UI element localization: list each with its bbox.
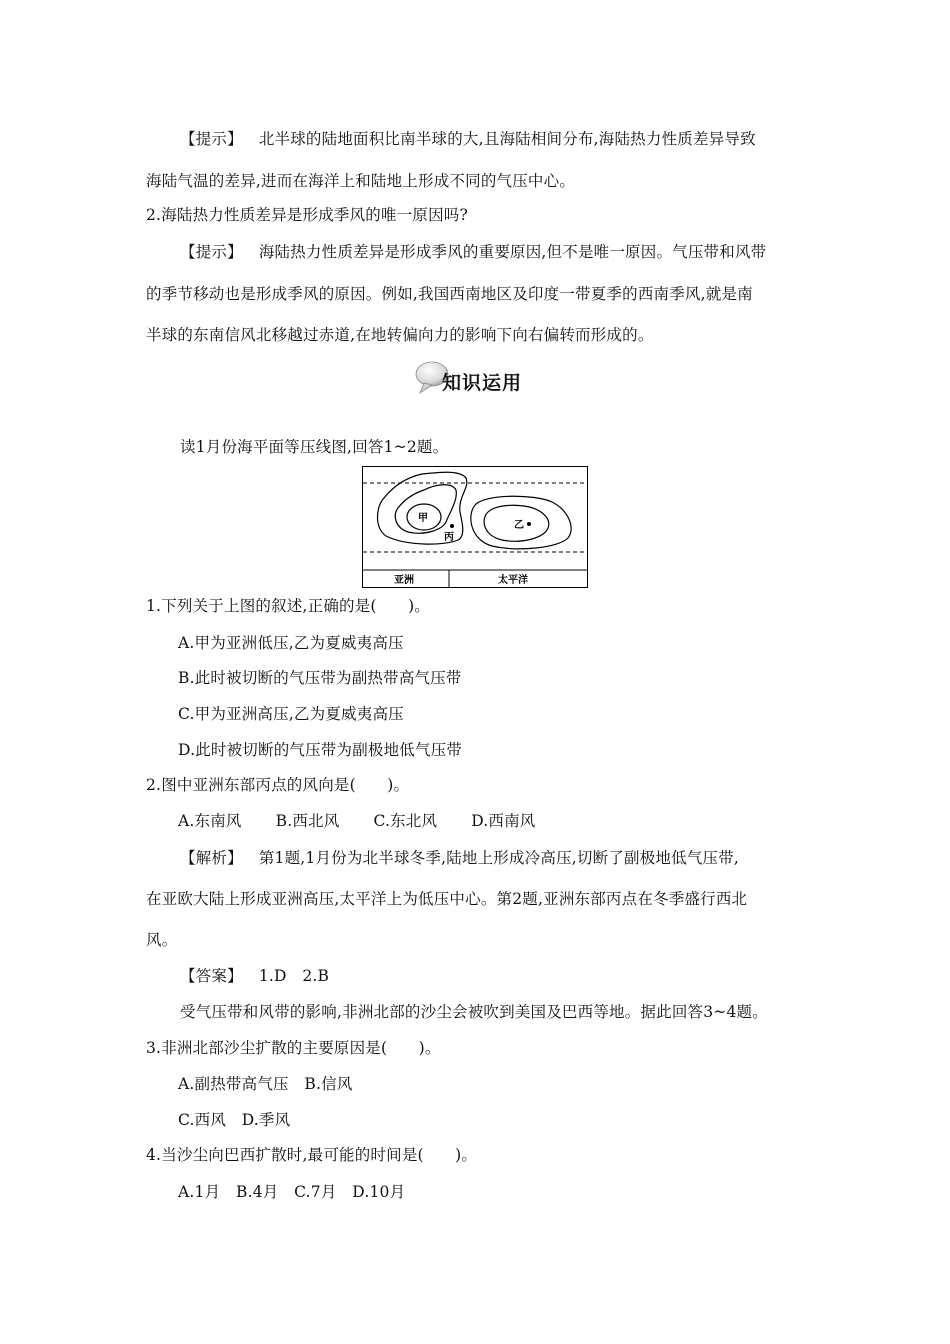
hint1-text-1: 北半球的陆地面积比南半球的大,且海陆相间分布,海陆热力性质差异导致 — [258, 130, 756, 148]
question2-intro: 2.海陆热力性质差异是形成季风的唯一原因吗? — [146, 206, 468, 224]
hint2-line2: 的季节移动也是形成季风的原因。例如,我国西南地区及印度一带夏季的西南季风,就是南 — [146, 285, 753, 303]
label-asia: 亚洲 — [394, 575, 414, 586]
q1-stem: 1.下列关于上图的叙述,正确的是( )。 — [146, 597, 431, 615]
q3-stem: 3.非洲北部沙尘扩散的主要原因是( )。 — [146, 1039, 441, 1057]
label-pacific: 太平洋 — [498, 575, 528, 586]
hint2-line1 — [180, 240, 766, 262]
q3-options-ab: A.副热带高气压 B.信风 — [178, 1075, 353, 1093]
intro-q12: 读1月份海平面等压线图,回答1~2题。 — [180, 438, 449, 456]
analysis-tag: 【解析】 — [180, 849, 243, 867]
q4-options: A.1月 B.4月 C.7月 D.10月 — [178, 1183, 406, 1201]
analysis-line3: 风。 — [146, 931, 178, 949]
hint1-tag: 【提示】 — [180, 130, 243, 148]
q2-option-b: B.西北风 — [275, 812, 340, 830]
q2-options — [178, 809, 536, 831]
analysis-text-1: 第1题,1月份为北半球冬季,陆地上形成冷高压,切断了副极地低气压带, — [258, 849, 740, 867]
analysis-line1 — [180, 846, 739, 868]
q2-option-c: C.东北风 — [373, 812, 438, 830]
q1-option-c: C.甲为亚洲高压,乙为夏威夷高压 — [178, 705, 404, 723]
label-bing: 丙 — [444, 532, 454, 543]
isobar-map-figure — [362, 466, 588, 588]
isobar-map — [362, 466, 588, 588]
hint2-line3: 半球的东南信风北移越过赤道,在地转偏向力的影响下向右偏转而形成的。 — [146, 326, 654, 344]
q1-option-d: D.此时被切断的气压带为副极地低气压带 — [178, 741, 463, 759]
hint1-line1 — [180, 127, 756, 149]
answer-line — [180, 964, 329, 986]
hint2-text-1: 海陆热力性质差异是形成季风的重要原因,但不是唯一原因。气压带和风带 — [258, 243, 767, 261]
q2-stem: 2.图中亚洲东部丙点的风向是( )。 — [146, 776, 410, 794]
point-bing-marker — [450, 524, 454, 528]
answer-text: 1.D 2.B — [258, 967, 330, 985]
q4-stem: 4.当沙尘向巴西扩散时,最可能的时间是( )。 — [146, 1146, 478, 1164]
q1-option-b: B.此时被切断的气压带为副热带高气压带 — [178, 669, 462, 687]
intro-q34: 受气压带和风带的影响,非洲北部的沙尘会被吹到美国及巴西等地。据此回答3~4题。 — [180, 1003, 768, 1021]
q2-option-d: D.西南风 — [471, 812, 536, 830]
section-title: 知识运用 — [442, 372, 523, 394]
label-yi: 乙 — [514, 520, 524, 531]
q3-options-cd: C.西风 D.季风 — [178, 1111, 291, 1129]
q2-option-a: A.东南风 — [178, 812, 242, 830]
hint1-line2: 海陆气温的差异,进而在海洋上和陆地上形成不同的气压中心。 — [146, 172, 576, 190]
hint2-tag: 【提示】 — [180, 243, 243, 261]
analysis-line2: 在亚欧大陆上形成亚洲高压,太平洋上为低压中心。第2题,亚洲东部丙点在冬季盛行西北 — [146, 890, 748, 908]
point-yi-marker — [527, 522, 531, 526]
label-jia: 甲 — [418, 513, 428, 524]
q1-option-a: A.甲为亚洲低压,乙为夏威夷高压 — [178, 634, 404, 652]
answer-tag: 【答案】 — [180, 967, 243, 985]
